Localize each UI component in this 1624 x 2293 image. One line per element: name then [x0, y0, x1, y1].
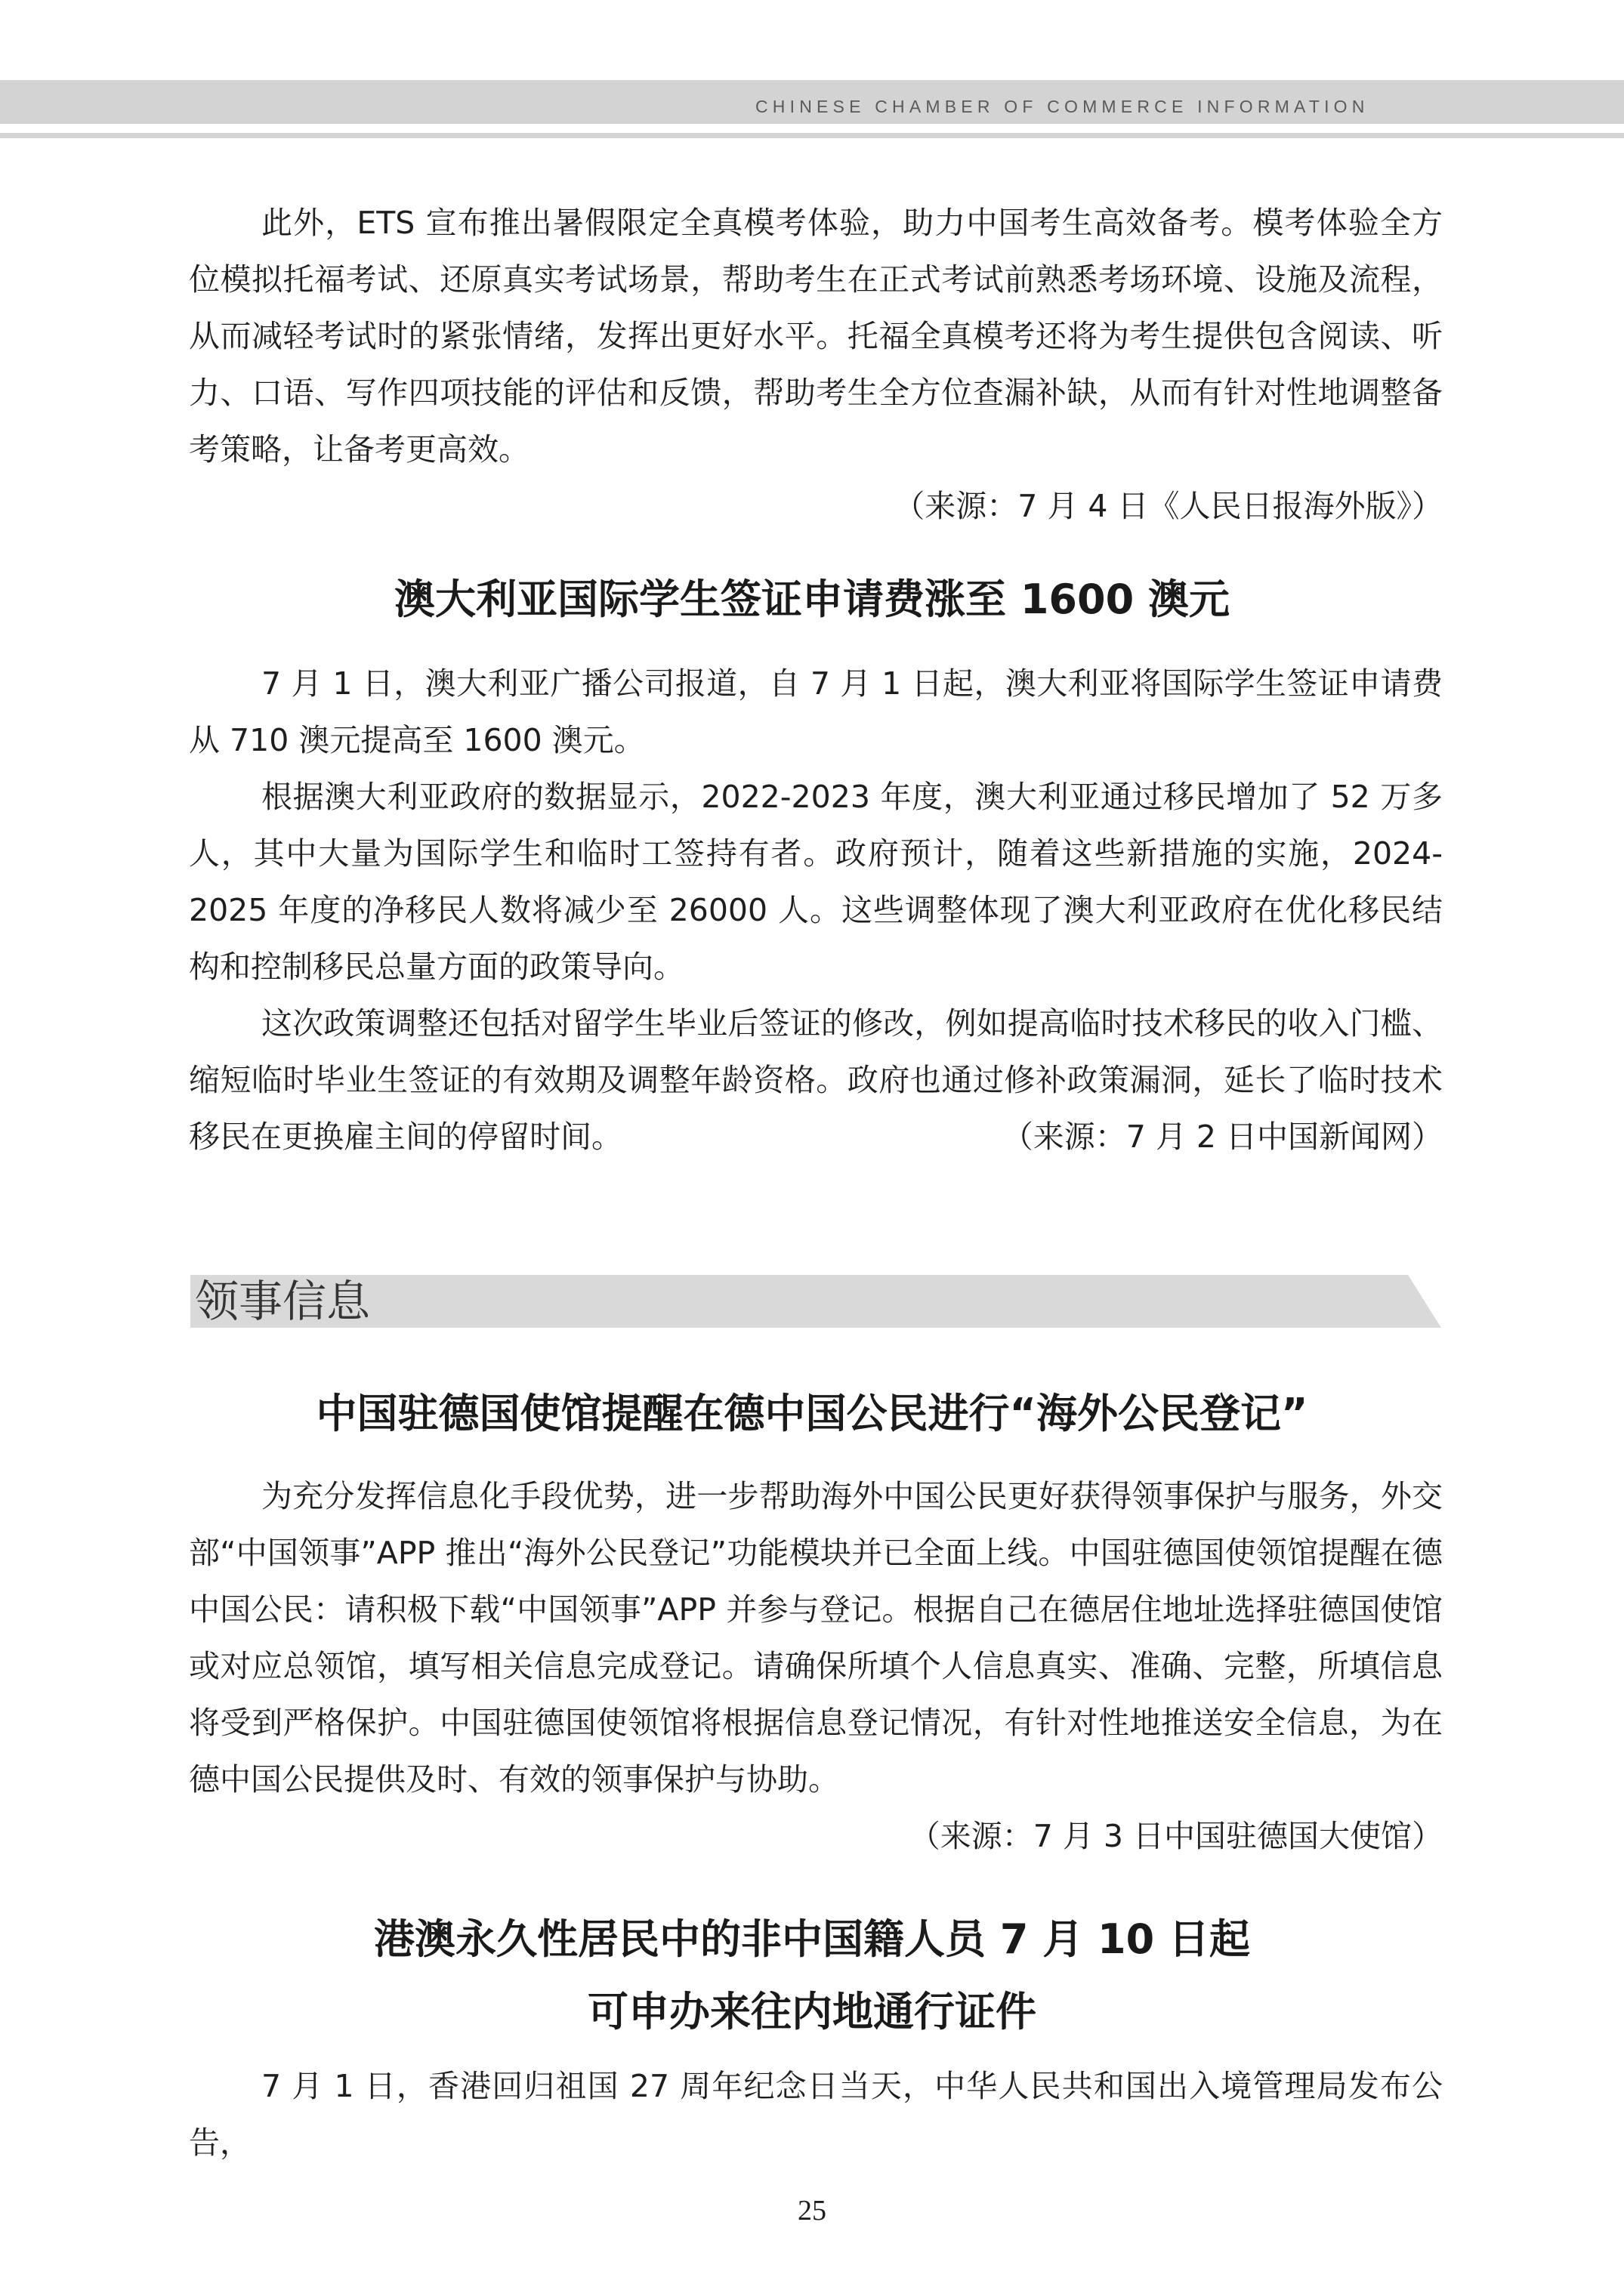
section-bar	[190, 1275, 1441, 1328]
running-header: CHINESE CHAMBER OF COMMERCE INFORMATION	[755, 97, 1369, 116]
article-germany-text: 为充分发挥信息化手段优势，进一步帮助海外中国公民更好获得领事保护与服务，外交部“中国领事”APP 推出“海外公民登记”功能模块并已全面上线。中国驻德国使领馆提醒在德中国公民：请积极下载“中国领事”APP 并参与登记。根据自己在德居住地址选择驻德国使馆或对应总领馆，填写相关信息完成登记。请确保所填个人信息真实、准确、完整，所填信息将受到严格保护。中国驻德国使领馆将根据信息登记情况，有针对性地推送安全信息，为在德中国公民提供及时、有效的领事保护与协助。	[189, 1478, 1443, 1798]
article-australia-paragraph-2: 根据澳大利亚政府的数据显示，2022-2023 年度，澳大利亚通过移民增加了 52 万多人，其中大量为国际学生和临时工签持有者。政府预计，随着这些新措施的实施，2024-2025 年度的净移民人数将减少至 26000 人。这些调整体现了澳大利亚政府在优化移民结构和控制移民总量方面的政策导向。	[189, 779, 1443, 985]
article-australia-title: 澳大利亚国际学生签证申请费涨至 1600 澳元	[394, 576, 1230, 623]
article-hkmacao-body: 7 月 1 日，香港回归祖国 27 周年纪念日当天，中华人民共和国出入境管理局发布公告，	[189, 2068, 1443, 2161]
page-number: 25	[798, 2195, 826, 2227]
article-hkmacao-title-line1: 港澳永久性居民中的非中国籍人员 7 月 10 日起	[374, 1915, 1250, 1963]
article-ets-text: 此外，ETS 宣布推出暑假限定全真模考体验，助力中国考生高效备考。模考体验全方位模拟托福考试、还原真实考试场景，帮助考生在正式考试前熟悉考场环境、设施及流程，从而减轻考试时的紧张情绪，发挥出更好水平。托福全真模考还将为考生提供包含阅读、听力、口语、写作四项技能的评估和反馈，帮助考生全方位查漏补缺，从而有针对性地调整备考策略，让备考更高效。	[189, 205, 1443, 468]
article-germany-body	[189, 1468, 1443, 1865]
article-germany-source: （来源：7 月 3 日中国驻德国大使馆）	[909, 1818, 1443, 1854]
article-hkmacao-title-line2: 可申办来往内地通行证件	[588, 1988, 1036, 2035]
article-ets-body	[189, 195, 1443, 535]
header-rule	[0, 133, 1624, 138]
article-australia-paragraph-1: 7 月 1 日，澳大利亚广播公司报道，自 7 月 1 日起，澳大利亚将国际学生签证申请费从 710 澳元提高至 1600 澳元。	[189, 665, 1443, 758]
section-label: 领事信息	[195, 1276, 371, 1327]
article-australia-paragraph-3	[189, 995, 1443, 1165]
article-ets-source: （来源：7 月 4 日《人民日报海外版》）	[894, 488, 1443, 524]
article-australia-source: （来源：7 月 2 日中国新闻网）	[1002, 1119, 1443, 1155]
article-germany-title: 中国驻德国使馆提醒在德中国公民进行“海外公民登记”	[316, 1390, 1308, 1437]
article-australia-paragraph-3-text: 这次政策调整还包括对留学生毕业后签证的修改，例如提高临时技术移民的收入门槛、缩短临时毕业生签证的有效期及调整年龄资格。政府也通过修补政策漏洞，延长了临时技术移民在更换雇主间的停留时间。	[189, 1005, 1443, 1155]
